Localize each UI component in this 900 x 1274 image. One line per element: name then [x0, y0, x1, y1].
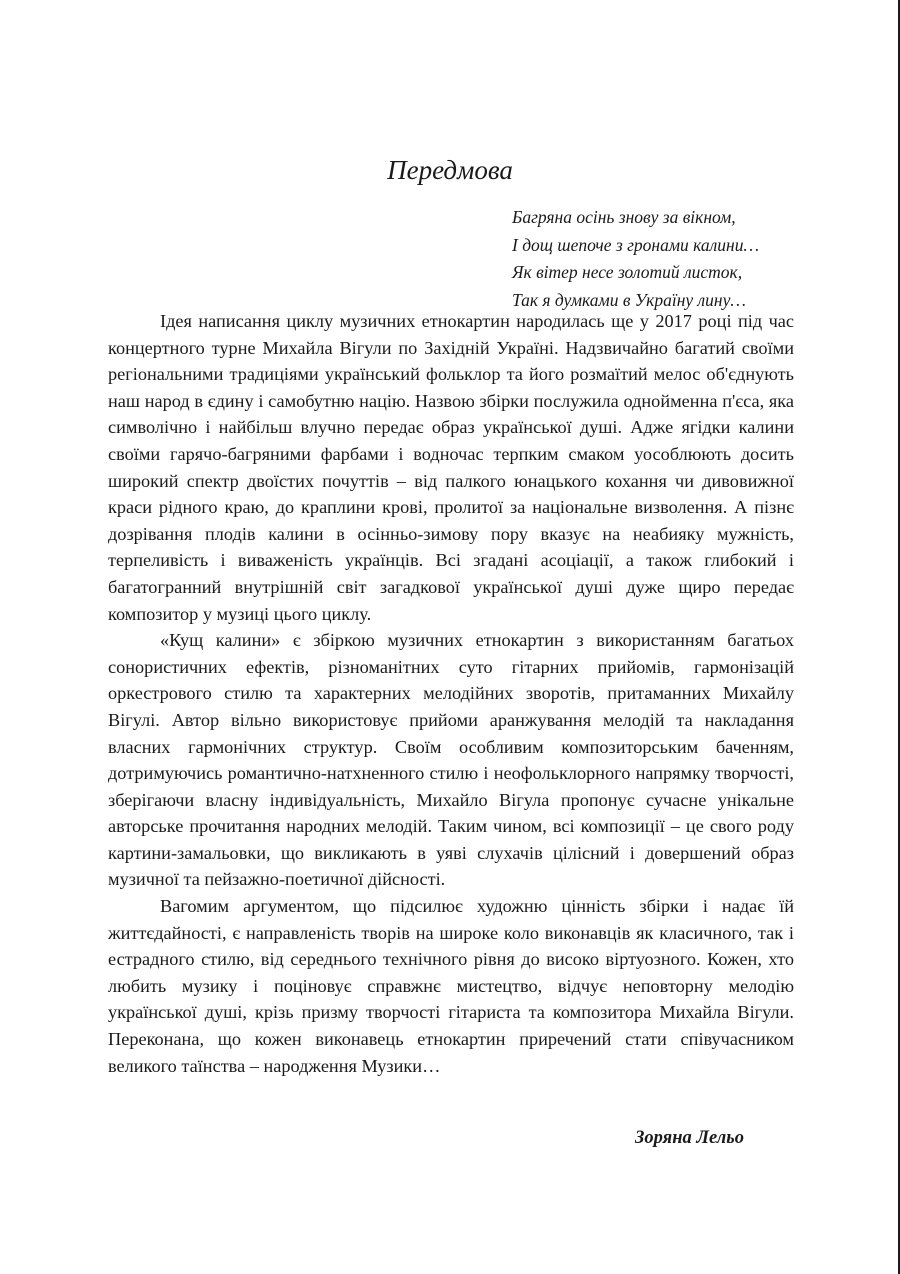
paragraph: Вагомим аргументом, що підсилює художню цінність збірки і надає їй життєдайності, є направленість творів на широке коло виконавців як класичного, так і естрадного стилю, від середнього технічного рівня до високо віртуозного. Кожен, хто любить музику і поціновує справжнє мистецтво, відчує неповторну мелодію української душі, крізь призму творчості гітариста та композитора Михайла Вігули. Переконана, що кожен виконавець етнокартин приречений стати співучасником великого таїнства – народження Музики… — [108, 896, 794, 1076]
epigraph-line: Так я думками в Україну лину… — [512, 289, 746, 310]
epigraph — [512, 204, 802, 314]
paragraph: Ідея написання циклу музичних етнокартин народилась ще у 2017 році під час концертного турне Михайла Вігули по Західній Україні. Надзвичайно багатий своїми регіональними традиціями український фольклор та його розмаїтий мелос об'єднують наш народ в єдину і самобутню націю. Назвою збірки послужила однойменна п'єса, яка символічно і найбільш влучно передає образ української душі. Адже ягідки калини своїми гарячо-багряними фарбами і водночас терпким смаком уособлюють досить широкий спектр двоїстих почуттів – від палкого юнацького кохання чи дивовижної краси рідного краю, до краплини крові, пролитої за національне визволення. А пізнє дозрівання плодів калини в осінньо-зимову пору вказує на неабияку мужність, терпеливість і виваженість українців. Всі згадані асоціації, а також глибокий і багатогранний внутрішній світ загадкової української душі дуже щиро передає композитор у музиці цього циклу. — [108, 311, 794, 624]
epigraph-line: Як вітер несе золотий листок, — [512, 262, 743, 282]
page-title: Передмова — [387, 155, 513, 185]
author-signature: Зоряна Лельо — [635, 1128, 744, 1148]
epigraph-line: Багряна осінь знову за вікном, — [512, 207, 736, 227]
paragraph: «Кущ калини» є збіркою музичних етнокартин з використанням багатьох сонористичних ефектів, різноманітних суто гітарних прийомів, гармонізацій оркестрового стилю та характерних мелодійних зворотів, притаманних Михайлу Вігулі. Автор вільно використовує прийоми аранжування мелодій та накладання власних гармонічних структур. Своїм особливим композиторським баченням, дотримуючись романтично-натхненного стилю і неофольклорного напрямку творчості, зберігаючи власну індивідуальність, Михайло Вігула пропонує сучасне унікальне авторське прочитання народних мелодій. Таким чином, всі композиції – це свого роду картини-замальовки, що викликають в уяві слухачів цілісний і довершений образ музичної та пейзажно-поетичної дійсності. — [108, 630, 794, 890]
epigraph-line: І дощ шепоче з гронами калини… — [512, 234, 760, 255]
body-text — [108, 308, 794, 1079]
